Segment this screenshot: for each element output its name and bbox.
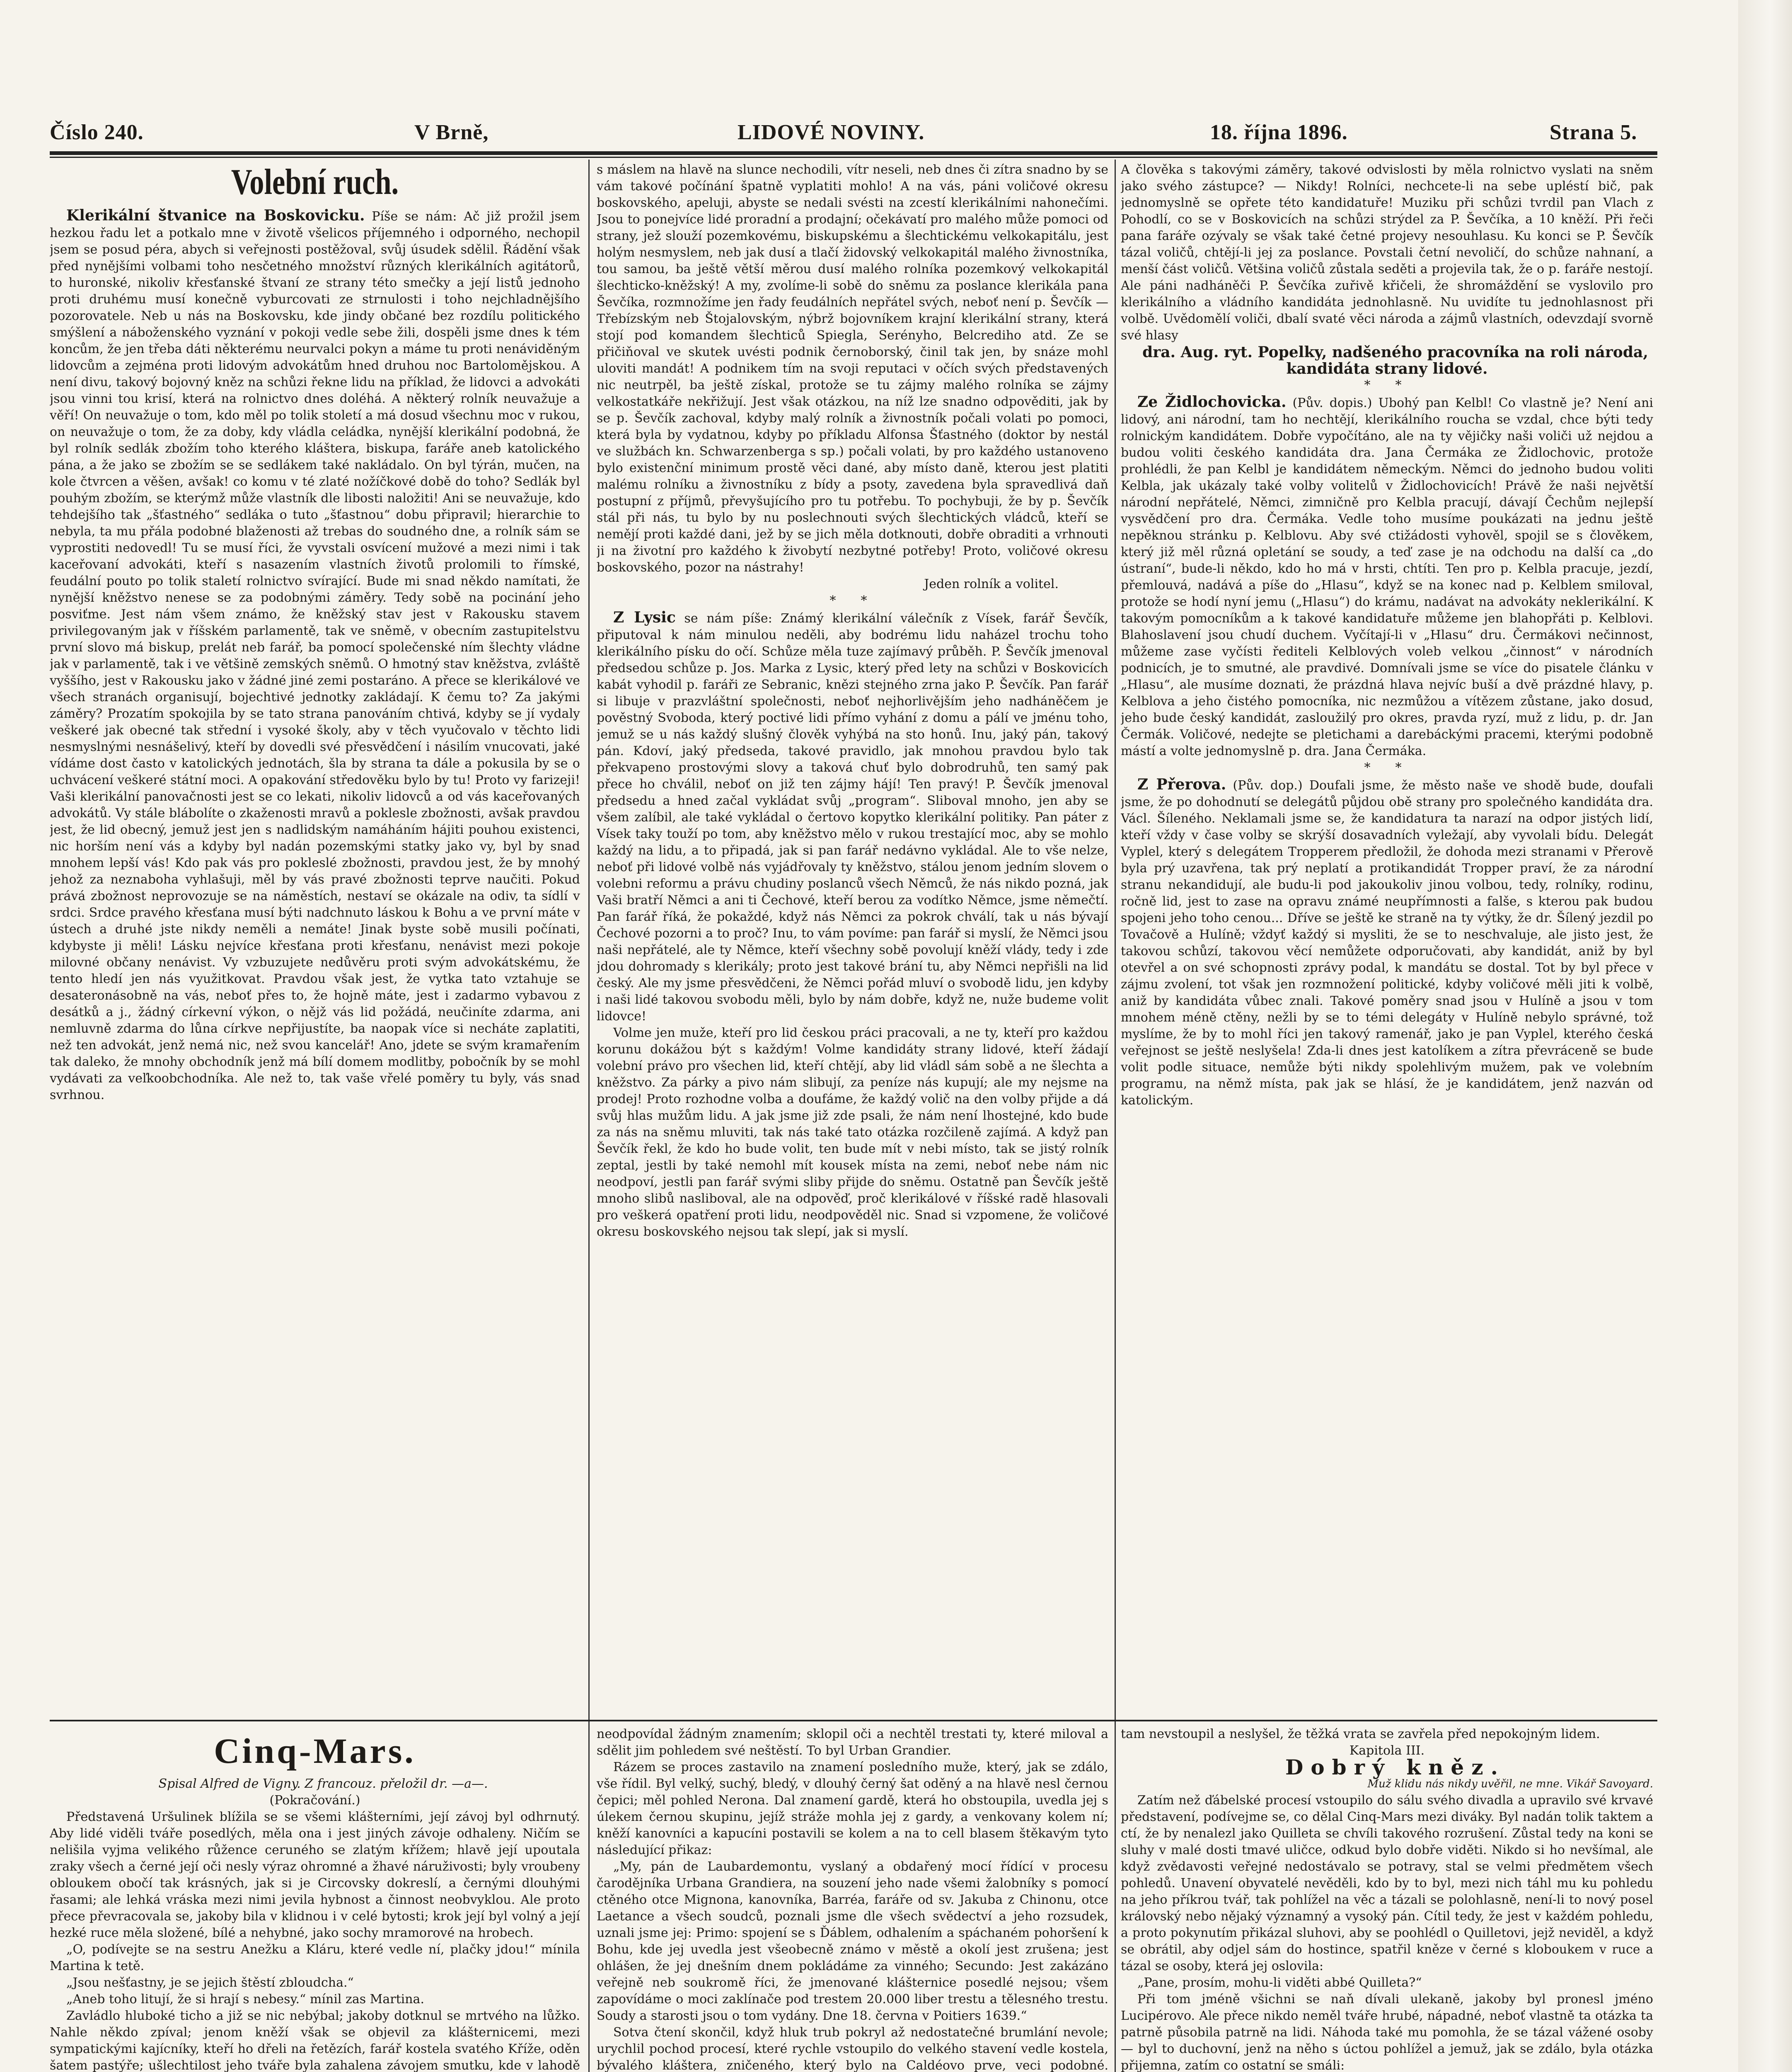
section-title: Volební ruch. [231,162,399,202]
article-continuation: A člověka s takovými záměry, takové odvislosti by měla rolnictvo vyslati na sněm jako svého zástupce? — Nikdy! Rolníci, nechcete-li na sebe upléstí bič, pak jednomyslně se opřete této kandidatuře! Muziku při schůzi tvrdil pan Vlach z Pohodlí, co se v Boskovicích na schůzi strýdel za P. Ševčíka, a 10 kněží. Při řeči pana faráře ozývaly se však také četné projevy nesouhlasu. Ku konci se P. Ševčík tázal voličů, chtějí-li jej za poslance. Povstali četní nevoličí, do schůze nahnaní, a menší část voličů. Většina voličů zůstala seděti a projevila tak, že o p. faráře nestojí. Ale páni nadháněči P. Ševčíka zuřivě křičeli, že shromáždění se vyslovilo pro klerikálního a vládního kandidáta jednohlasně. Nu uvidíte tu jednohlasnost při volbě. Uvědomělí voliči, dbalí svaté věci národa a zájmů vlastních, odevzdají svorně své hlasy [1121,162,1653,343]
issue-number: Číslo 240. [50,121,144,144]
article-headline: Klerikální štvanice na Boskovicku. [66,207,365,224]
separator-stars: ** [829,593,892,608]
article-body: Ubohý pan Kelbl! Co vlastně je? Není ani lidový, ani národní, tam ho nechtějí, klerikálního roucha se vzdal, chce býti tedy rolnickým kandidátem. Dobře vypočítáno, ale na ty vějičky naši voliči už nejdou a budou voliti českého kandidáta dra. Jana Čermáka ze Židlochovic, protože prohlédli, že pan Kelbl je kandidátem německým. Němci do jednoho budou voliti Kelbla, jak ukázaly také volby volitelů v Židlochovicích! Právě že naši největší národní nepřátelé, Němci, zimničně pro Kelbla pracují, dávají Čechům nejlepší vysvědčení pro dra. Čermáka. Vedle toho musíme poukázati na jednu ještě nepěknou stránku p. Kelblovu. Aby své ctižádosti vyhověl, spojil se s člověkem, který již měl různá opletání se soudy, a teď zase je na odchodu na další ca „do ústraní“, bude-li někdo, kdo ho má v hrsti, chtíti. Ten pro p. Kelbla pracuje, jezdí, přemlouvá, nadává a píše do „Hlasu“, když se na konec nad p. Kelblem smiloval, protože se hodí nyní jemu („Hlasu“) do krámu, nadávat na advokáty neklerikální. K takovým pomocníkům a k takové kandidatuře můžeme jen blahopřáti p. Kelblovi. Blahoslavení jsou chudí duchem. Vyčítají-li v „Hlasu“ dru. Čermákovi nečinnost, můžeme zase vyčísti řediteli Kelblových voleb velkou „činnost“ v národních podnicích, je to smutné, ale pravdivé. Domnívali jsme se více do pisatele článku v „Hlasu“, ale musíme doznati, že prázdná hlava nejvíc buší a dvě prázdné hlavy, p. Kelblova a jeho čistého pomocníka, nic nezmůžou a vítězem zůstane, jako dosud, jeho bude český kandidát, zasloužilý pro okres, pravda ryzí, muž z lidu, p. dr. Jan Čermák. Voličové, nedejte se pletichami a darebáckými pracemi, kterými podobně mástí a volte jednomyslně p. dra. Jana Čermáka. [1121,396,1653,758]
article-source-note: (Pův. dopis.) [1292,396,1372,410]
feuilleton-paragraph: Zatím než ďábelské procesí vstoupilo do sálu svého divadla a upravilo své krvavé představení, podívejme se, co dělal Cinq-Mars mezi diváky. Byl nadán tolik taktem a ctí, že by nenalezl jako Quilleta se chvíli takového rozrušení. Zůstal tedy na koni se sluhy v malé dosti tmavé uličce, odkud bylo dobře viděti. Nikdo si ho nevšímal, ale když zvědavosti veřejné nedostávalo se potravy, stal se velmi předmětem všech pohledů. Unavení obyvatelé nevěděli, kdo by to byl, mezi nich táhl mu ku pohledu na jeho příkrou tvář, tak pohlížel na věc a tázali se polohlasně, není-li to nový posel královský nebo nějaký významný a vysoký pán. Cítil tedy, že jest v každém pohledu, a proto pokynutím přikázal sluhovi, aby se poohlédl o Quilletovi, jejž neviděl, a když se obrátil, aby odjel sám do hostince, spatřil kněze v černé s kloboukem v ruce a tázal se osoby, která jej oslovila: [1121,1793,1653,1973]
feuilleton-paragraph: „Pane, prosím, mohu-li viděti abbé Quilleta?“ [1137,1975,1422,1990]
feuilleton-column-1 [50,1726,580,2072]
feuilleton-byline: Spisal Alfred de Vigny. Z francouz. přeložil dr. —a—. [158,1777,488,1791]
feuilleton-column-3 [1121,1726,1653,2072]
feuilleton-paragraph: Zavládlo hluboké ticho a již se nic nebýbal; jakoby dotknul se mrtvého na lůžko. Nahle někdo zpíval; jenom kněží však se objevil za klášternicemi, mezi sympatickými kajícníky, kteří ho dřeli na řetězích, farář kostela svatého Kříže, oděn šatem pastýře; ušlechtilost jeho tváře byla zahalena závojem smutku, kde v lahodě [50,2009,580,2072]
masthead [50,120,1657,149]
article-lysice [597,609,1108,1025]
feuilleton-paragraph: Sotva čtení skončil, když hluk trub pokryl až nedostatečné brumlání nevole; urychlil pochod procesí, které rychle vstoupilo do velkého stavení vedle kostela, bývalého kláštera, zničeného, který bylo na Caldéovo prve, veci podobné. [597,2025,1108,2072]
candidate-announcement: dra. Aug. ryt. Popelky, nadšeného pracovníka na roli národa, kandidáta strany lidové. [1142,344,1648,378]
masthead-rule-thin [50,157,1657,158]
article-zidlochovicka [1121,394,1653,760]
feuilleton-paragraph: Představená Uršulinek blížila se se všemi klášterními, její závoj byl odhrnutý. Aby lidé viděli tváře posedlých, měla ona i jest jiných závoje odhaleny. Ničím se nelišila vyjma velikého růžence ceruného se zlatým křížem; hlavě její upoutala zraky všech a černé její oči nesly výraz ohromné a žhavé náruživosti; byly vroubeny obloukem obočí tak krásných, jak si je Circovsky dokreslí, a černými dlouhými řasami; ale lehká vráska mezi nimi jevila hybnost a činnost neobvyklou. Ale proto přece převracovala se, jakoby bila v klidnou i v celé bytosti; krok její byl volný a její hezké ruce měla složené, bílé a nehybné, jako sochy mramorové na hrobech. [50,1810,580,1940]
separator-stars: ** [1364,760,1427,775]
article-source-note: (Pův. dop.) [1233,778,1303,793]
article-body: Píše se nám: Ač již prožil jsem hezkou řadu let a potkalo mne v životě všelicos příjemného i odporného, nechopil jsem se posud péra, abych si veřejnosti postěžoval, svůj úsudek sdělil. Řádění však před nynějšími volbami toho nesčetného množství různých klerikálních agitátorů, to huronské, nikoliv křesťanské štvaní ze strany této smečky a její listů jednoho proti druhému musí konečně vyburcovati ze strnulosti i toho nejchladnějšího pozorovatele. Neb u nás na Boskovsku, kde jindy občané bez rozdílu politického smýšlení a náboženského vyznání v pokoji vedle sebe žili, dospěli jsme dnes k tém koncům, že jen třeba dáti některému neurvalci pokyn a máme tu proti nenáviděným lidovcům a zejména proti lidovým advokátům hned druhou noc Bartolomějskou. A není divu, takový bojovný kněz na schůzi řekne lidu na příklad, že lidovci a advokáti jsou vinni tou krisí, která na rolnictvo dnes doléhá. A některý rolník neuvažuje a věří! On neuvažuje o tom, kdo měl po tolik století a má dosud všechnu moc v rukou, on neuvažuje o tom, že za doby, kdy vládla celádka, nynější klerikální podobná, že byl rolník sedlák zbožím toho kterého kláštera, biskupa, faráře aneb katolického pána, a že jako se zbožím se se sedlákem také nakládalo. On byl týrán, mučen, na kole čtvrcen a věšen, avšak! co komu v té zlaté nožíčkové době do toho? Sedlák byl pouhým zbožím, se kterýmž může vlastník dle libosti naložiti! Ani se neuvažuje, kdo tehdejšího tak „šťastného“ sedláka o tuto „šťastnou“ dobu připravil; hierarchie to nebyla, ta mu přála podobné blaženosti až trebas do soudného dne, a rolník sám se vyprostiti nedovedl! Tu se musí říci, že vyvstali osvícení mužové a mezi nimi i tak kaceřovaní advokáti, kteří s nasazením vlastních životů prolomili to římské, feudální pouto po tolik staletí rolnictvo svírající. Bude mi snad někdo namítati, že nynější kněžstvo nenese se za podobnými záměry. Tedy sobě na pocinání jeho posviťme. Jest nám všem známo, že kněžský stav jest v Rakousku stavem privilegovaným jak v říšském parlamentě, tak ve sněmě, v obecním zastupitelstvu první slovo má biskup, prelát neb farář, ba pomocí společenské ním šlechty vládne jak v parlamentě, tak i ve většině zemských sněmů. O hmotný stav kněžstva, zvláště vyššího, jest v Rakousku jako v žádné jiné zemi postaráno. A přece se klerikálové ve všech stranách organisují, bojechtivé jednotky zakládají. K čemu to? Za jakými záměry? Prozatím spokojila by se tato strana panováním chtivá, kdyby se jí vydaly veškeré jak obecné tak střední i vysoké školy, aby v těch vyučovalo v těchto lidi nesmyslnými nesnášelivý, kteří by dovedli své přesvědčení i násilím vnucovati, jaké vídáme dost často v katolických jednotách, šla by strana ta dále a pokusila by se o uchvácení veškeré státní moci. A opakování středověku bylo by tu! Proto vy farizeji! Vaši klerikální panovačnosti jest se co lekati, nikoliv lidovců a od vás kaceřovaných advokátů. Vy stále blábolíte o zkaženosti mravů a poklesle zbožnosti, avšak pravdou jest, že lid obecný, jemuž jest jen s nadlidským namáháním hájiti pouhou existenci, nic horším není vás a kdyby byl nadán pozemskými statky jako vy, byl by snad mnohem lepší vás! Kdo pak vás pro pokleslé zbožnosti, pravdou jest, že by mnohý jehož za neznaboha vyhlašuji, měl by vás pravé zbožnosti teprve naučiti. Pokud prává zbožnost neprovozuje se na náměstích, nestaví se okázale na odiv, ta sídlí v srdci. Srdce pravého křesťana musí býti nadchnuto láskou k Bohu a ve první máte v ústech a druhé jste nikdy neměli a nemáte! Jinak byste sobě musili počínati, kdybyste ji měli! Lásku nejvíce křesťana proti křesťanu, nenávist mezi pokoje milovné občany nenávist. Vy vzbuzujete nedůvěru proti svým advokátskému, že tento hledí jen nás využitkovat. Pravdou však jest, že vytka tato vztahuje se desateronásobně na vás, neboť přes to, že hojně máte, jest i zadarmo vybavou z desátků a j., žádný církevní výkon, o nějž vás lid požádá, neučiníte zdarma, ani nemluvně zdarma do lůna církve nepřijustíte, ba naopak více si necháte zaplatiti, než ten advokát, jenž nemá nic, než svou kancelář! Ano, jdete se svým kramařením tak daleko, že mnohy obchodník jenž má bílí domem modlitby, pobočník by se mohl vydávati za veľkoobchodníka. Ale než to, tak vaše vřelé poměry tu byly, vás snad svrhnou. [50,209,580,1102]
chapter-number: Kapitola III. [1349,1743,1425,1758]
chapter-title: Dobrý kněz. [1285,1755,1506,1779]
column-1 [50,162,580,1718]
separator-stars: ** [1364,378,1427,392]
masthead-rule [50,151,1657,155]
feuilleton-paragraph: „O, podívejte se na sestru Anežku a Kláru, které vedle ní, plačky jdou!“ mínila Martina k tetě. [50,1942,580,1973]
feuilleton-paragraph: „Aneb toho litují, že si hrají s nebesy.“ mínil zas Martina. [66,1992,424,2007]
page-number: Strana 5. [1550,121,1637,144]
feuilleton-paragraph: tam nevstoupil a neslyšel, že těžká vrata se zavřela před nepokojným lidem. [1121,1727,1600,1741]
feuilleton-paragraph: „My, pán de Laubardemontu, vyslaný a obdařený mocí řídící v procesu čarodějníka Urbana Grandiera, na souzení jeho nade všemi žalobníky s pomocí ctěného otce Mignona, kanovníka, Barréa, faráře od sv. Jakuba z Chinonu, otce Laetance a všech soudců, poznali jsme dle všech svědectví a jeho rozsudek, uznali jsme jej: Primo: spojení se s Ďáblem, odhalením a spáchaném pohoršení k Bohu, kde jej uvedla jest všeobecně známo v městě a okolí jest zrušena; jest ohlášen, že jej dnešním dnem pokládáme za vinného; Secundo: Jest zakázáno veřejně neb soukromě říci, že jmenované klášternice posedlé nejsou; všem zapovídáme o moci zaklínače pod trestem 20.000 liber trestu a tělesného trestu. Soudy a starosti jsou o tom vydány. Dne 18. června v Poitiers 1639.“ [597,1859,1108,2023]
place: V Brně, [414,121,489,144]
feuilleton-paragraph: Při tom jméně všichni se naň dívali ulekaně, jakoby byl pronesl jméno Lucipérovo. Ale přece nikdo neměl tváře hrubé, nápadné, neboť vlastně ta otázka ta patrně působila patrně na lidi. Náhoda také mu pomohla, že se tázal vážené osoby — byl to duchovní, jenž na něho s úctou pohlížel a jemuž, jak se zdálo, byla otázka přijemna, zatím co ostatní se smáli: [1121,1992,1653,2072]
chapter-motto: Muž klidu nás nikdy uvěřil, ne mne. Vikář Savoyard. [1367,1778,1653,1790]
article-headline: Z Přerova. [1137,776,1226,793]
column-divider [1115,160,1116,2072]
column-3 [1121,162,1653,1718]
column-divider [588,160,590,2072]
article-klerikalni [50,207,580,1104]
article-signoff: Jeden rolník a volitel. [924,577,1059,591]
article-body: se nám píše: Známý klerikální válečník z Vísek, farář Ševčík, připutoval k nám minulou neděli, aby bodrému lidu naházel trochu toho klerikálního písku do očí. Schůze měla tuze zajímavý průběh. P. Ševčík jmenoval předsedou schůze p. Jos. Marka z Lysic, který před lety na schůzi v Boskovicích kabát vyhodil p. faráři ze Sebranic, knězi stejného zrna jako P. Ševčík. Pan farář si libuje v prazvláštní společnosti, neboť nejhorlivějším jeho nadháněčem je pověstný Svoboda, který poctivé lidi přímo vyhání z domu a pálí ve jménu toho, jemuž se u nás každý slušný člověk vyhýbá na sto honů. Inu, jaký pán, takový pán. Kdoví, jaký předseda, takové pravidlo, jak mnohou pravdou bylo tak překvapeno prostovými slovy a taková chuť bylo dobrodruhů, ten samý pak přece ho chválil, neboť on již ten zájmy hájí! Ten pravý! P. Ševčík jmenoval předsedu a hned začal vykládat svůj „program“. Sliboval mnoho, jen aby se všem zalíbil, ale také vykládal o čertovo kopytko klerikální politiky. Pan páter z Vísek taky touží po tom, aby kněžstvo mělo v rukou trestající moc, aby se mohlo každý na lidu, a to připadá, jak si pan farář nedávno vykládal. Ale to vše nelze, neboť při lidové volbě nás vyjádřovaly ty kněžstvo, stálou jenom jedním slovem o volebni reformu a právu chudiny poslanců všech Němců, že nás nikdo pozná, jak Vaši bratří Němci a ani ti Čechové, kteří berou za vodítko Němce, jsme němečtí. Pan farář říká, že pokaždé, když nás Němci za pokrok chválí, tak u nás bývají Čechové pozorni a to proč? Inu, to vám povíme: pan farář si myslí, že Němci jsou naši nepřátelé, ale ty Němce, kteří všechny sobě povolují kněží vlády, tedy i zde jdou dohromady s klerikály; proto jest takové brání tu, aby Němci nepřišli na lid český. Ale my jsme přesvědčeni, že Němci pořád mluví o svobodě lidu, jen kdyby i naši lidé takovou svobodu měli, bylo by nám dobře, když ne, nuže budeme volit lidovce! [597,611,1108,1024]
article-continuation: s máslem na hlavě na slunce nechodili, vítr neseli, neb dnes či zítra snadno by se vám takové počínání špatně vyplatiti mohlo! A na vás, páni voličové okresu boskovského, apeluji, abyste se nedali svésti na zcestí klerikálními nahonečími. Jsou to ponejvíce lidé proradní a prodajní; očekávatí pro malého může pomoci od strany, jež slouží pozemkovému, biskupskému a šlechtickému velkokapitálu, jest holým nesmyslem, neb jak dusí a tlačí židovský velkokapitál malého živnostníka, tou samou, ba ještě větší měrou dusí malého rolníka pozemkový velkokapitál šlechticko-kněžský! A my, zvolíme-li sobě do sněmu za poslance klerikála pana Ševčíka, rozmnožíme jen řady feudálních nepřátel svých, neboť není p. Ševčík — Třebízským neb Štojalovským, nýbrž bojovníkem krajní klerikální strany, která stojí pod komandem šlechticů Spiegla, Serényho, Belcrediho atd. Ze se přičiňoval ve skutek uvésti podnik černoborský, činil tak jen, by snáze mohl uloviti mandát! A podnikem tím na svoji reputaci v očích svých představených nic neutrpěl, ba ještě získal, protože se tu zájmy malého rolníka se zájmy velkostatkáře nekřižují. Jest však otázkou, na níž lze snadno odpověditi, jak by se p. Ševčík zachoval, kdyby malý rolník a živnostník počali volati po pomoci, která byla by vydatnou, kdyby po příkladu Alfonsa Šťastného (doktor by nestál ve službách kn. Schwarzenberga s sp.) počali volati, by pro každého ustanoveno bylo existenční minimum prostě věci dané, aby místo daně, kterou jest platiti malému rolníku a živnostníku z bídy a psoty, zavedena byla spravedlivá daň postupní z příjmů, převyšujícího pro tu potřebu. To pochybuji, že by p. Ševčík stál při nás, tu bylo by nu poslechnouti svých šlechtických vládců, kteří se nemějí proti každé dani, jež by se jich měla dotknouti, dobře obraditi a vrhnouti ji na životní pro každého k živobytí nezbytné potřeby! Proto, voličové okresu boskovského, pozor na nástrahy! [597,162,1108,575]
feuilleton-column-2 [597,1726,1108,2072]
issue-date: 18. října 1896. [1210,121,1348,144]
feuilleton-rule [50,1720,1657,1721]
column-2 [597,162,1108,1718]
feuilleton-paragraph: neodpovídal žádným znamením; sklopil oči a nechtěl trestati ty, které miloval a sdělit jim pohledem své neštěstí. To byl Urban Grandier. [597,1727,1108,1758]
page-edge-shadow [1738,0,1792,2072]
article-body: Doufali jsme, že město naše ve shodě bude, doufali jsme, že po dohodnutí se delegátů půjdou obě strany pro společného kandidáta dra. Václ. Šíleného. Neklamali jsme se, že kandidatura ta narazí na odpor jistých lidí, kteří vždy v čase volby se skrýší dosavadních vyležají, aby vyvolali bídu. Delegát Vyplel, který s delegátem Tropperem předložil, že dohoda mezi stranami v Přerově byla prý uzavřena, tak prý neplatí a protikandidát Tropper praví, že za národní stranu nekandidují, ale budu-li pod jakoukoliv jinou volbou, tedy, rolníky, rodinu, ročně lid, jest to zase na opravu známé neupřímnosti a falše, s kterou pak budou spojeni jeho toho cenou... Dříve se ještě ke straně na ty výtky, že dr. Šílený jezdil po Tovačově a Hulíně; vždyť každý si mysliti, že se to neschvaluje, ale jisto jest, že takovou schůzí, takovou věcí nemůžete odporučovati, aby kandidát, aniž by byl otevřel a on své schopnosti zprávy podal, k mandátu se dostal. Tot by byl přece v zájmu zvolení, tot však jen rozmnožení politické, kdyby voličové měli jiti k volbě, aniž by kandidáta vůbec znali. Takové poměry snad jsou v Hulíně a jsou v tom mnohem méně ctěny, nežli by se to témi delegáty v Hulíně nebylo správné, tož myslíme, že by to mohl říci jen takový ramenář, jako je pan Vyplel, kterého česká veřejnost se ještě neslyšela! Zda-li dnes jest katolíkem a zítra převráceně se bude volit podle situace, nemůže býti nikdy spolehlivým mužem, pak ve volebním programu, na němž místa, pak jak se hlásí, že je kandidátem, jenž nazván od katolickým. [1121,778,1653,1108]
article-headline: Z Lysic [613,609,676,626]
article-prerov [1121,776,1653,1109]
newspaper-name: LIDOVÉ NOVINY. [738,121,925,144]
continuation-note: (Pokračování.) [269,1793,360,1808]
article-paragraph: Volme jen muže, kteří pro lid českou práci pracovali, a ne ty, kteří pro každou korunu dokážou být s každým! Volme kandidáty strany lidové, kteří žádají volební právo pro všechen lid, kteří chtějí, aby lid vládl sám sobě a ne šlechta a kněžstvo. Za párky a pivo nám slibují, za peníze nás kupují; ale my nejsme na prodej! Proto rozhodne volba a doufáme, že každý volič na den volby přijde a dá svůj hlas mužům lidu. A jak jsme již zde psali, že nám není lhostejné, kdo bude za nás na sněmu mluviti, tak nás také tato otázka rozčileně zajímá. A když pan Ševčík řekl, že kdo ho bude volit, ten bude mít v nebi místo, tak se jistý rolník zeptal, jestli by také nemohl mít kousek místa na zemi, neboť nebe nám nic neodpoví, jestli pan farář svými sliby přijde do sněmu. Ostatně pan Ševčík ještě mnoho slibů nasliboval, ale na odpověď, proč klerikálové v říšské radě hlasovali pro veškerá opatření proti lidu, neodpověděl nic. Snad si vzpomene, že voličové okresu boskovského nejsou tak slepí, jak si myslí. [597,1026,1108,1239]
feuilleton-title: Cinq-Mars. [214,1731,416,1771]
article-headline: Ze Židlochovicka. [1137,393,1287,411]
feuilleton-paragraph: Rázem se proces zastavilo na znamení posledního muže, který, jak se zdálo, vše řídil. Byl velký, suchý, bledý, v dlouhý černý šat oděný a na hlavě nesl černou čepici; měl pohled Nerona. Dal znamení gardě, která ho obstoupila, uvedla jej s úlekem černou skupinu, jejíž stráže mohla jej z gardy, a venkovany kolem ní; kněží kanovníci a kapucíni postavili se kolem a na to cell blasem štěkavým tyto následující přikaz: [597,1760,1108,1857]
feuilleton-paragraph: „Jsou nešťastny, je se jejich štěstí zbloudcha.“ [66,1975,354,1990]
